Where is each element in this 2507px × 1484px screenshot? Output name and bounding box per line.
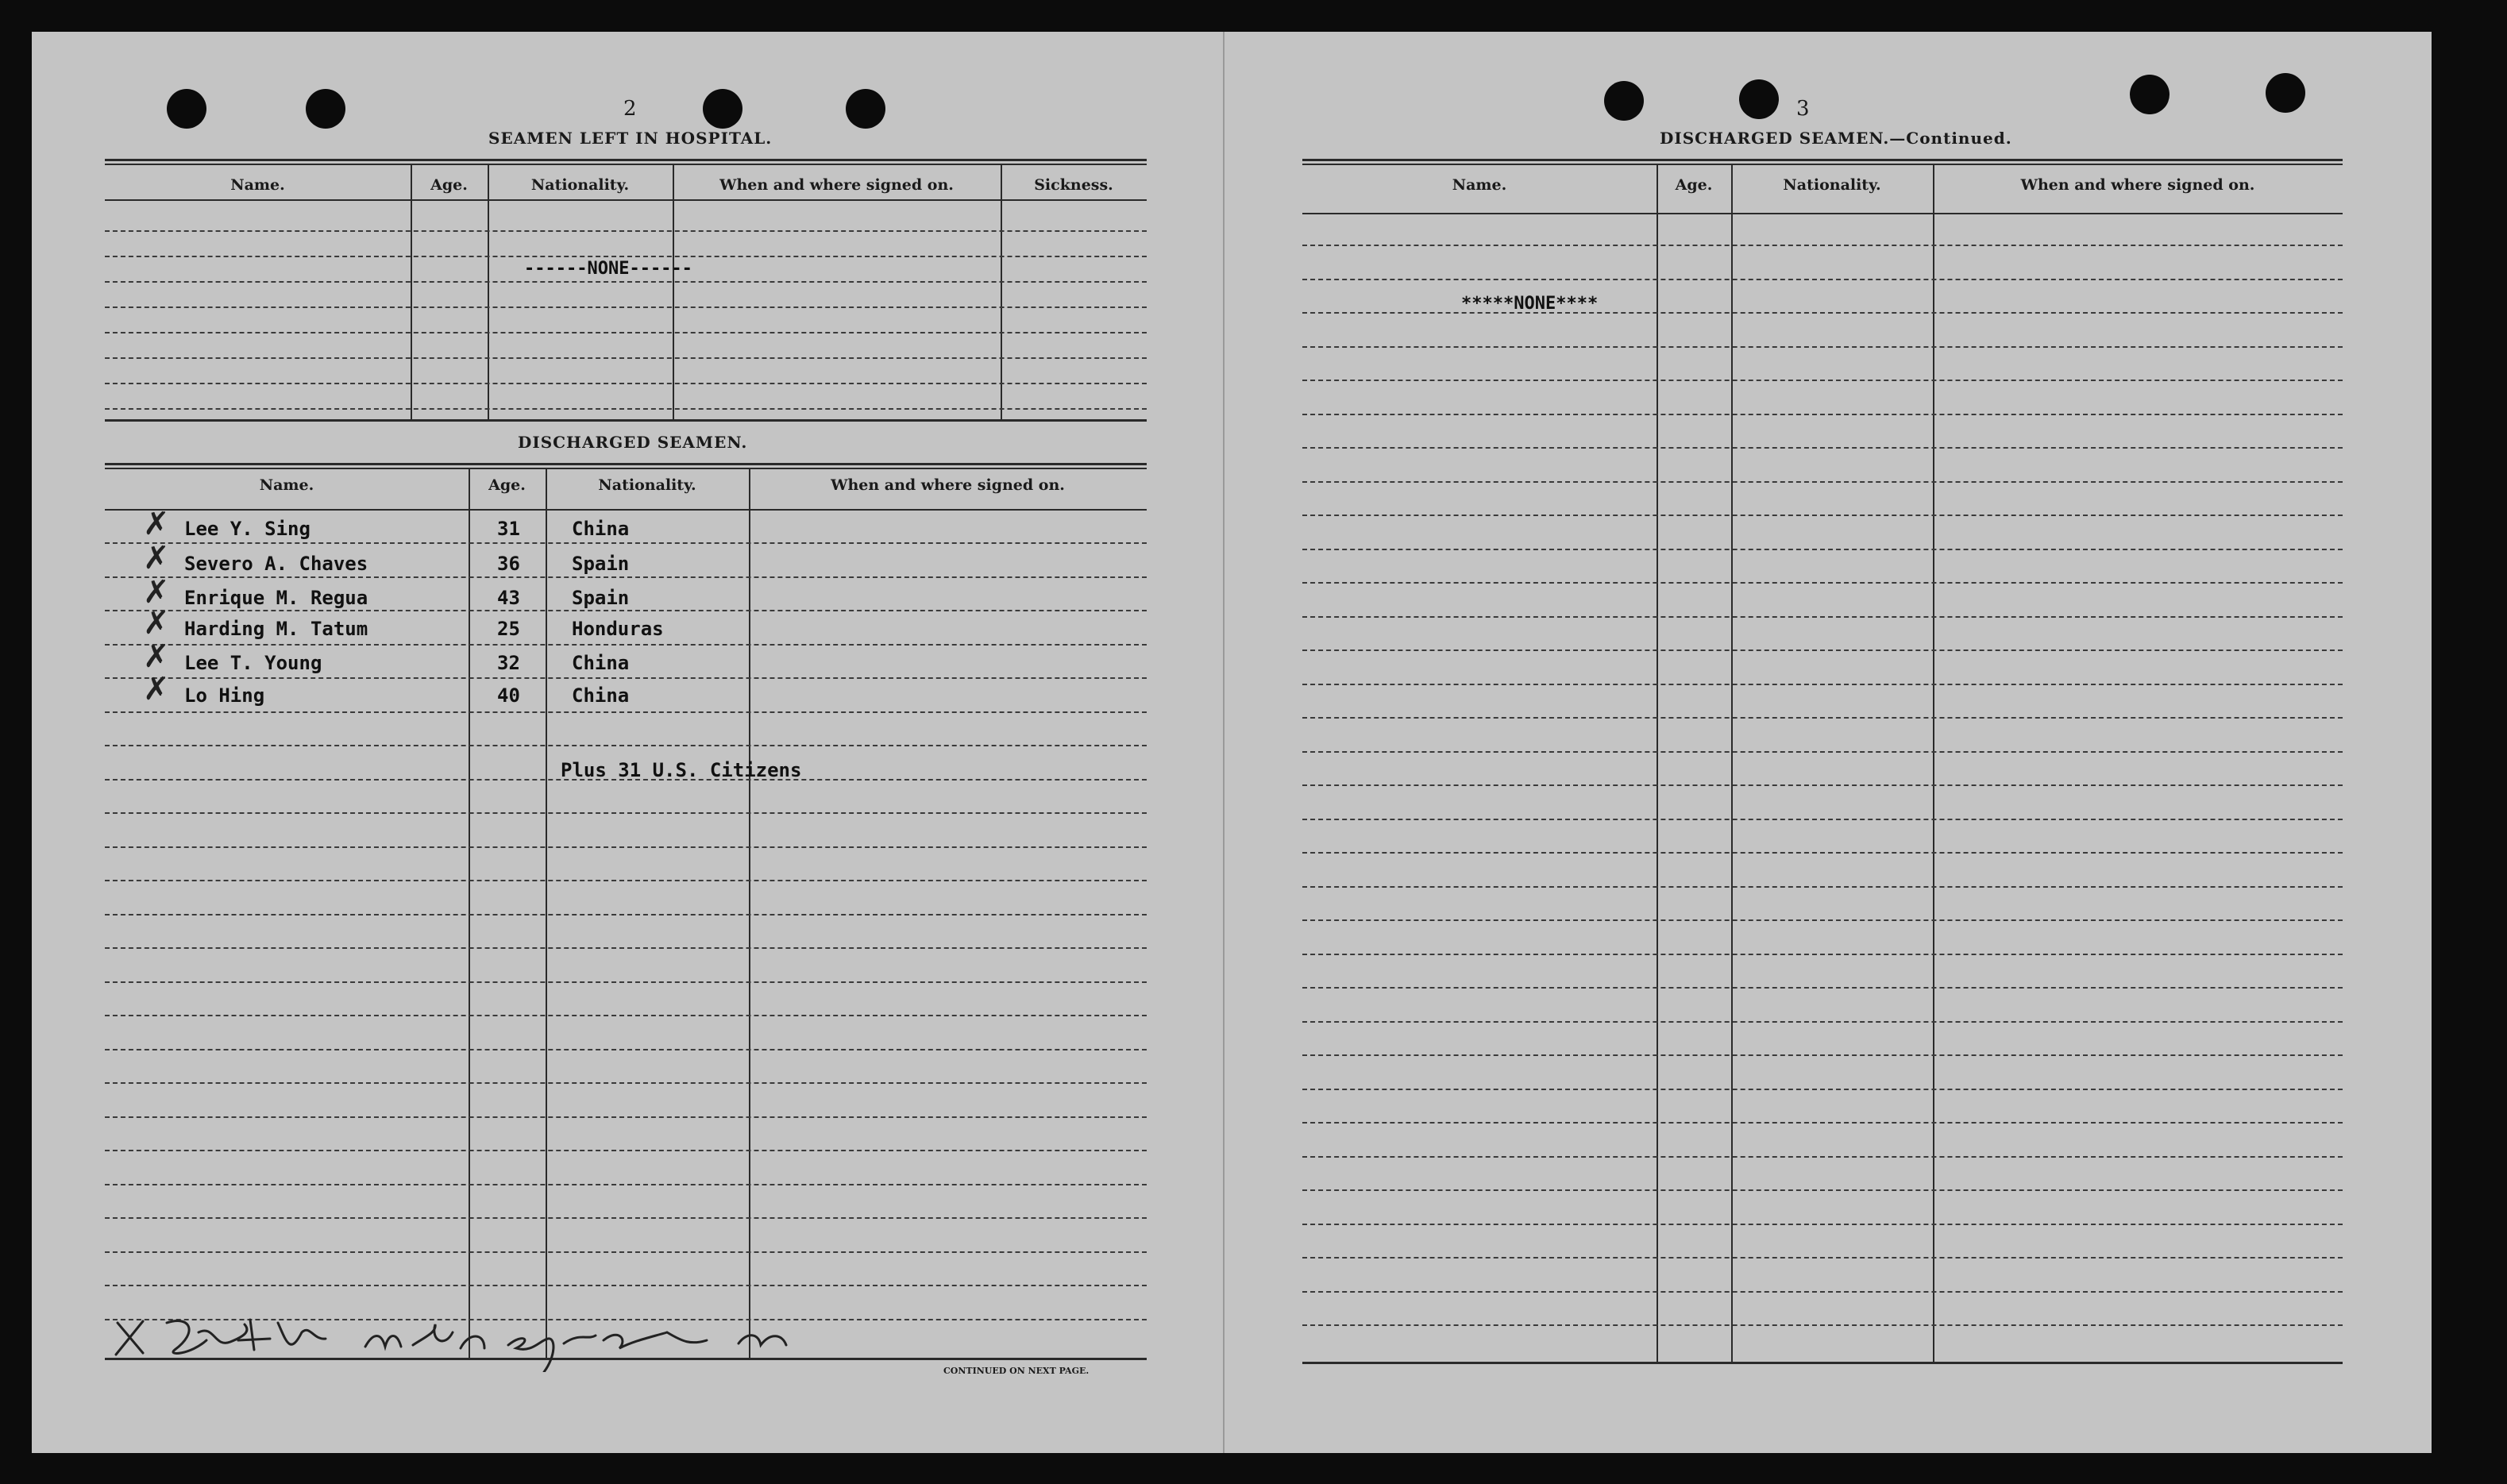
rule-line <box>1302 819 2343 820</box>
rule-line <box>1302 954 2343 955</box>
col-signed-on: When and where signed on. <box>2020 176 2255 194</box>
col-name: Name. <box>259 476 314 494</box>
rule-line <box>105 610 1147 611</box>
rule-line <box>1302 380 2343 381</box>
rule-line <box>1302 515 2343 516</box>
col-signed-on: When and where signed on. <box>719 176 954 194</box>
col-signed-on: When and where signed on. <box>831 476 1065 494</box>
handwritten-signature <box>111 1309 794 1372</box>
rule-line <box>105 812 1147 814</box>
rule-line <box>1302 582 2343 584</box>
citizens-note: Plus 31 U.S. Citizens <box>561 759 802 781</box>
rule-line <box>105 711 1147 713</box>
check-mark: ✗ <box>143 605 170 642</box>
rule-line <box>105 1049 1147 1050</box>
right-none-entry: *****NONE**** <box>1461 294 1599 314</box>
rule-line <box>105 256 1147 257</box>
rule-line <box>1302 549 2343 550</box>
rule-line <box>1302 245 2343 246</box>
punch-hole <box>846 89 885 129</box>
punch-hole <box>1604 81 1644 121</box>
seaman-name: Severo A. Chaves <box>184 553 368 575</box>
rule-line <box>105 1116 1147 1118</box>
col-name: Name. <box>230 176 285 194</box>
rule-line <box>1302 1122 2343 1124</box>
col-sickness: Sickness. <box>1034 176 1113 194</box>
rule-line <box>105 880 1147 881</box>
rule-line <box>1302 919 2343 921</box>
page-fold <box>1223 32 1225 1453</box>
seaman-age: 31 <box>497 518 520 540</box>
rule-line <box>1302 852 2343 854</box>
rule-line <box>105 745 1147 746</box>
col-name: Name. <box>1452 176 1507 194</box>
seaman-name: Harding M. Tatum <box>184 618 368 640</box>
seaman-nationality: China <box>572 518 630 540</box>
seaman-age: 43 <box>497 587 520 609</box>
rule-line <box>105 846 1147 848</box>
rule-line <box>105 576 1147 578</box>
rule-line <box>105 1015 1147 1016</box>
rule-line <box>105 383 1147 384</box>
manifest-sheet <box>32 32 2432 1453</box>
rule-line <box>1302 447 2343 449</box>
check-mark: ✗ <box>143 638 170 675</box>
punch-hole <box>2266 73 2305 113</box>
seaman-name: Lee T. Young <box>184 652 322 674</box>
col-nationality: Nationality. <box>598 476 696 494</box>
continued-footer: CONTINUED ON NEXT PAGE. <box>943 1366 1090 1376</box>
rule-line <box>105 357 1147 359</box>
col-age: Age. <box>488 476 526 494</box>
rule-line <box>105 1184 1147 1185</box>
rule-line <box>105 542 1147 544</box>
punch-hole <box>2130 75 2170 114</box>
rule-line <box>105 1082 1147 1084</box>
rule-line <box>105 644 1147 646</box>
rule-line <box>1302 684 2343 685</box>
rule-line <box>105 981 1147 983</box>
col-age: Age. <box>430 176 468 194</box>
rule-line <box>105 914 1147 915</box>
col-age: Age. <box>1675 176 1713 194</box>
seaman-age: 25 <box>497 618 520 640</box>
seaman-nationality: China <box>572 652 630 674</box>
rule-line <box>105 677 1147 679</box>
rule-line <box>1302 751 2343 753</box>
rule-line <box>1302 1257 2343 1259</box>
discharged-heading: DISCHARGED SEAMEN. <box>518 433 748 452</box>
rule-line <box>1302 987 2343 989</box>
rule-line <box>105 1251 1147 1253</box>
rule-line <box>105 1150 1147 1151</box>
rule-line <box>1302 1324 2343 1326</box>
punch-hole <box>703 89 742 129</box>
rule-line <box>1302 1054 2343 1056</box>
col-nationality: Nationality. <box>1783 176 1881 194</box>
rule-line <box>1302 1089 2343 1090</box>
rule-line <box>105 332 1147 333</box>
seaman-name: Lee Y. Sing <box>184 518 310 540</box>
rule-line <box>105 1285 1147 1286</box>
discharged-continued-heading: DISCHARGED SEAMEN.—Continued. <box>1660 129 2012 148</box>
page-number-left: 2 <box>623 97 637 121</box>
punch-hole <box>306 89 345 129</box>
seaman-age: 32 <box>497 652 520 674</box>
rule-line <box>1302 784 2343 786</box>
rule-line <box>105 230 1147 232</box>
rule-line <box>105 408 1147 410</box>
check-mark: ✗ <box>143 506 170 542</box>
page-number-right: 3 <box>1796 97 1810 121</box>
rule-line <box>105 1217 1147 1219</box>
rule-line <box>1302 1156 2343 1158</box>
rule-line <box>1302 312 2343 314</box>
check-mark: ✗ <box>143 574 170 611</box>
rule-line <box>1302 414 2343 415</box>
punch-hole <box>167 89 206 129</box>
rule-line <box>105 306 1147 308</box>
punch-hole <box>1739 79 1779 119</box>
seaman-nationality: Honduras <box>572 618 664 640</box>
rule-line <box>105 281 1147 283</box>
seaman-nationality: Spain <box>572 553 630 575</box>
seaman-nationality: Spain <box>572 587 630 609</box>
rule-line <box>1302 346 2343 348</box>
seaman-nationality: China <box>572 684 630 707</box>
rule-line <box>105 947 1147 949</box>
rule-line <box>1302 1189 2343 1191</box>
seaman-name: Enrique M. Regua <box>184 587 368 609</box>
rule-line <box>1302 616 2343 618</box>
rule-line <box>1302 1291 2343 1293</box>
check-mark: ✗ <box>143 540 170 576</box>
rule-line <box>1302 1021 2343 1023</box>
rule-line <box>1302 649 2343 651</box>
seaman-age: 40 <box>497 684 520 707</box>
rule-line <box>1302 717 2343 719</box>
seaman-name: Lo Hing <box>184 684 265 707</box>
rule-line <box>1302 886 2343 888</box>
rule-line <box>1302 279 2343 280</box>
col-nationality: Nationality. <box>530 176 630 194</box>
rule-line <box>1302 481 2343 483</box>
seaman-age: 36 <box>497 553 520 575</box>
hospital-heading: SEAMEN LEFT IN HOSPITAL. <box>488 129 773 148</box>
hospital-none-entry: ------NONE------ <box>524 259 692 279</box>
rule-line <box>1302 1224 2343 1225</box>
check-mark: ✗ <box>143 671 170 707</box>
